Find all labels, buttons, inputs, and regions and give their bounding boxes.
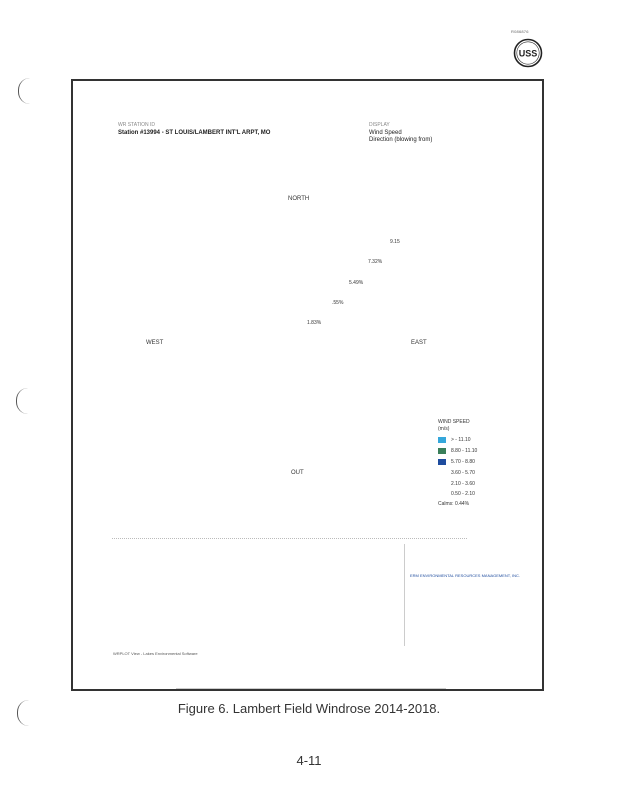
direction-east: EAST [411, 340, 427, 346]
ring-label: .55% [332, 300, 344, 306]
ring-label: 5.49% [349, 280, 364, 286]
station-id-label: WR STATION ID [118, 122, 156, 128]
station-name: Station #13994 - ST LOUIS/LAMBERT INT'L ARPT, MO [118, 130, 271, 136]
legend-item-label: 2.10 - 3.60 [451, 481, 475, 487]
legend-swatch [438, 437, 446, 443]
legend-swatch [438, 448, 446, 454]
ring-label: 1.83% [307, 320, 322, 326]
uss-logo [513, 38, 543, 68]
legend-item-label: 8.80 - 11.10 [451, 448, 478, 454]
display-label: DISPLAY [369, 122, 390, 128]
inner-bottom-line [176, 688, 446, 689]
binder-hole-mark [16, 388, 31, 414]
page-number: 4-11 [296, 753, 322, 768]
legend-swatch [438, 459, 446, 465]
direction-south: OUT [291, 470, 304, 476]
legend-item-label: 3.60 - 5.70 [451, 470, 475, 476]
legend-item-label: 5.70 - 8.80 [451, 459, 475, 465]
ring-label: 7.32% [368, 259, 383, 265]
figure-caption: Figure 6. Lambert Field Windrose 2014-2018. [177, 701, 441, 716]
direction-west: WEST [146, 340, 164, 346]
panel-divider [404, 544, 405, 646]
binder-hole-mark [18, 78, 33, 104]
divider-line [112, 538, 467, 539]
legend-unit: (m/s) [438, 426, 450, 432]
legend-title: WIND SPEED [438, 419, 470, 425]
software-footnote: WRPLOT View - Lakes Environmental Software [113, 651, 198, 656]
calms-label: Calms: 0.44% [438, 501, 470, 507]
direction-north: NORTH [288, 196, 310, 202]
company-line: ERM ENVIRONMENTAL RESOURCES MANAGEMENT, INC. [410, 573, 521, 578]
legend-item-label: 0.50 - 2.10 [451, 491, 475, 497]
document-code: R086876 [511, 29, 529, 34]
logo-text: USS [518, 48, 538, 59]
ring-label: 9.15 [390, 239, 400, 245]
legend-item-label: > - 11.10 [451, 437, 471, 443]
display-value: Wind Speed [369, 130, 402, 136]
figure-frame [71, 79, 544, 691]
direction-note: Direction (blowing from) [369, 137, 433, 143]
